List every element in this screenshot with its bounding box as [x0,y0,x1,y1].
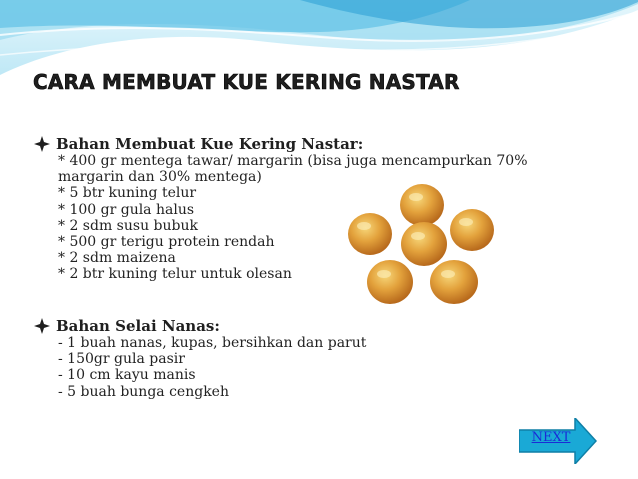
diamond-bullet-icon [34,318,50,334]
list-item: * 2 sdm susu bubuk [58,217,198,234]
list-item: * 2 btr kuning telur untuk olesan [58,266,292,283]
list-item: - 150gr gula pasir [58,351,185,368]
section-heading-text: Bahan Membuat Kue Kering Nastar: [56,134,364,153]
list-item: margarin dan 30% mentega) [58,169,262,186]
list-item: * 5 btr kuning telur [58,185,197,202]
list-item: * 2 sdm maizena [58,250,176,267]
page-title: CARA MEMBUAT KUE KERING NASTAR [33,70,460,94]
section-heading-text: Bahan Selai Nanas: [56,316,220,335]
list-item: - 1 buah nanas, kupas, bersihkan dan parut [58,335,367,351]
next-button[interactable] [519,418,597,464]
section-bahan-nastar [34,134,594,283]
section-selai-nanas [34,316,594,400]
next-button-label[interactable]: NEXT [531,430,571,445]
list-item: * 100 gr gula halus [58,201,195,218]
section-heading [34,316,594,335]
header-wave-decoration [0,0,638,75]
section-heading [34,134,594,153]
nastar-cookies-image [340,178,500,308]
list-item: * 400 gr mentega tawar/ margarin (bisa juga mencampurkan 70% [58,153,528,169]
list-item: - 5 buah bunga cengkeh [58,383,229,400]
ingredient-list [34,335,594,400]
list-item: - 10 cm kayu manis [58,367,196,384]
diamond-bullet-icon [34,136,50,152]
ingredient-list [34,153,594,283]
list-item: * 500 gr terigu protein rendah [58,234,275,251]
